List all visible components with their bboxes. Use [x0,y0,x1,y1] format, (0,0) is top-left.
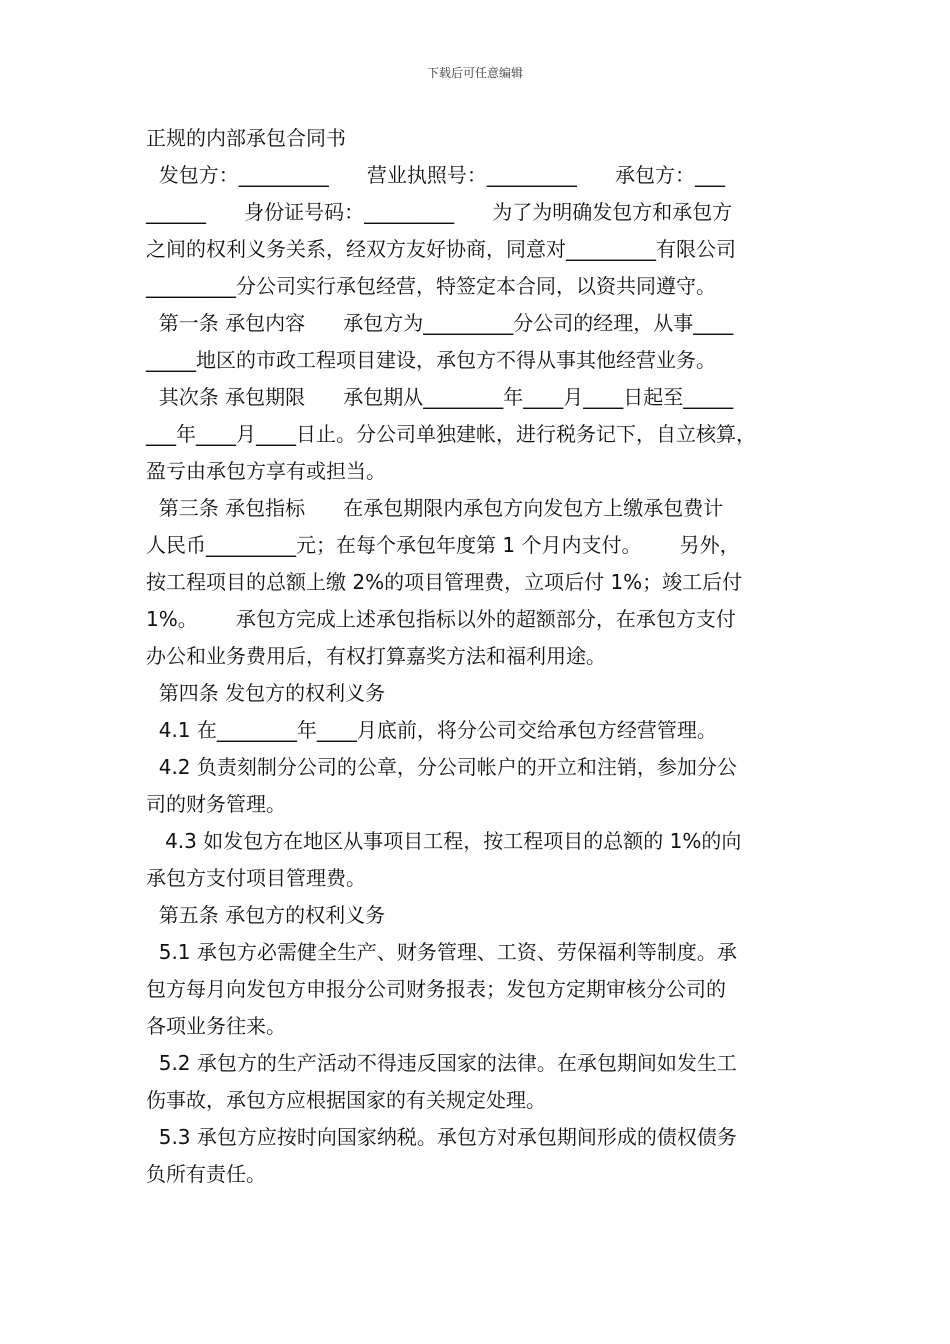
page-header-note: 下载后可任意编辑 [426,66,523,80]
text-line: 盈亏由承包方享有或担当。 [146,459,386,483]
document-body [146,120,816,1193]
text-line: 其次条 承包期限 承包期从________年____月____日起至_____ [146,385,734,409]
text-line: 承包方支付项目管理费。 [146,866,366,890]
text-line: 5.1 承包方必需健全生产、财务管理、工资、劳保福利等制度。承 [146,940,737,964]
text-line: 第一条 承包内容 承包方为_________分公司的经理，从事____ [146,311,734,335]
text-line: _____地区的市政工程项目建设，承包方不得从事其他经营业务。 [146,348,716,372]
text-line: _________分公司实行承包经营，特签定本合同，以资共同遵守。 [146,274,716,298]
text-line: 按工程项目的总额上缴 2%的项目管理费，立项后付 1%；竣工后付 [146,570,743,594]
text-line: 包方每月向发包方申报分公司财务报表；发包方定期审核分公司的 [146,977,726,1001]
text-line: 4.3 如发包方在地区从事项目工程，按工程项目的总额的 1%的向 [146,829,742,853]
text-line: ___年____月____日止。分公司单独建帐，进行税务记下，自立核算， [146,422,756,446]
text-line: 5.2 承包方的生产活动不得违反国家的法律。在承包期间如发生工 [146,1051,737,1075]
section-heading: 第四条 发包方的权利义务 [146,681,386,705]
text-line: 之间的权利义务关系，经双方友好协商，同意对_________有限公司 [146,237,736,261]
section-heading: 第五条 承包方的权利义务 [146,903,386,927]
text-line: ______ 身份证号码：_________ 为了为明确发包方和承包方 [146,200,733,224]
text-line: 4.2 负责刻制分公司的公章，分公司帐户的开立和注销，参加分公 [146,755,737,779]
text-line: 伤事故，承包方应根据国家的有关规定处理。 [146,1088,546,1112]
text-line: 5.3 承包方应按时向国家纳税。承包方对承包期间形成的债权债务 [146,1125,737,1149]
text-line: 司的财务管理。 [146,792,286,816]
document-title: 正规的内部承包合同书 [146,126,346,150]
text-line: 第三条 承包指标 在承包期限内承包方向发包方上缴承包费计 [146,496,724,520]
text-line: 各项业务往来。 [146,1014,286,1038]
text-line: 负所有责任。 [146,1162,266,1186]
text-line: 1%。 承包方完成上述承包指标以外的超额部分，在承包方支付 [146,607,736,631]
text-line: 办公和业务费用后，有权打算嘉奖方法和福利用途。 [146,644,606,668]
text-line: 发包方：_________ 营业执照号：_________ 承包方：___ [146,163,726,187]
text-line: 4.1 在________年____月底前，将分公司交给承包方经营管理。 [146,718,717,742]
text-line: 人民币_________元；在每个承包年度第 1 个月内支付。 另外， [146,533,740,557]
